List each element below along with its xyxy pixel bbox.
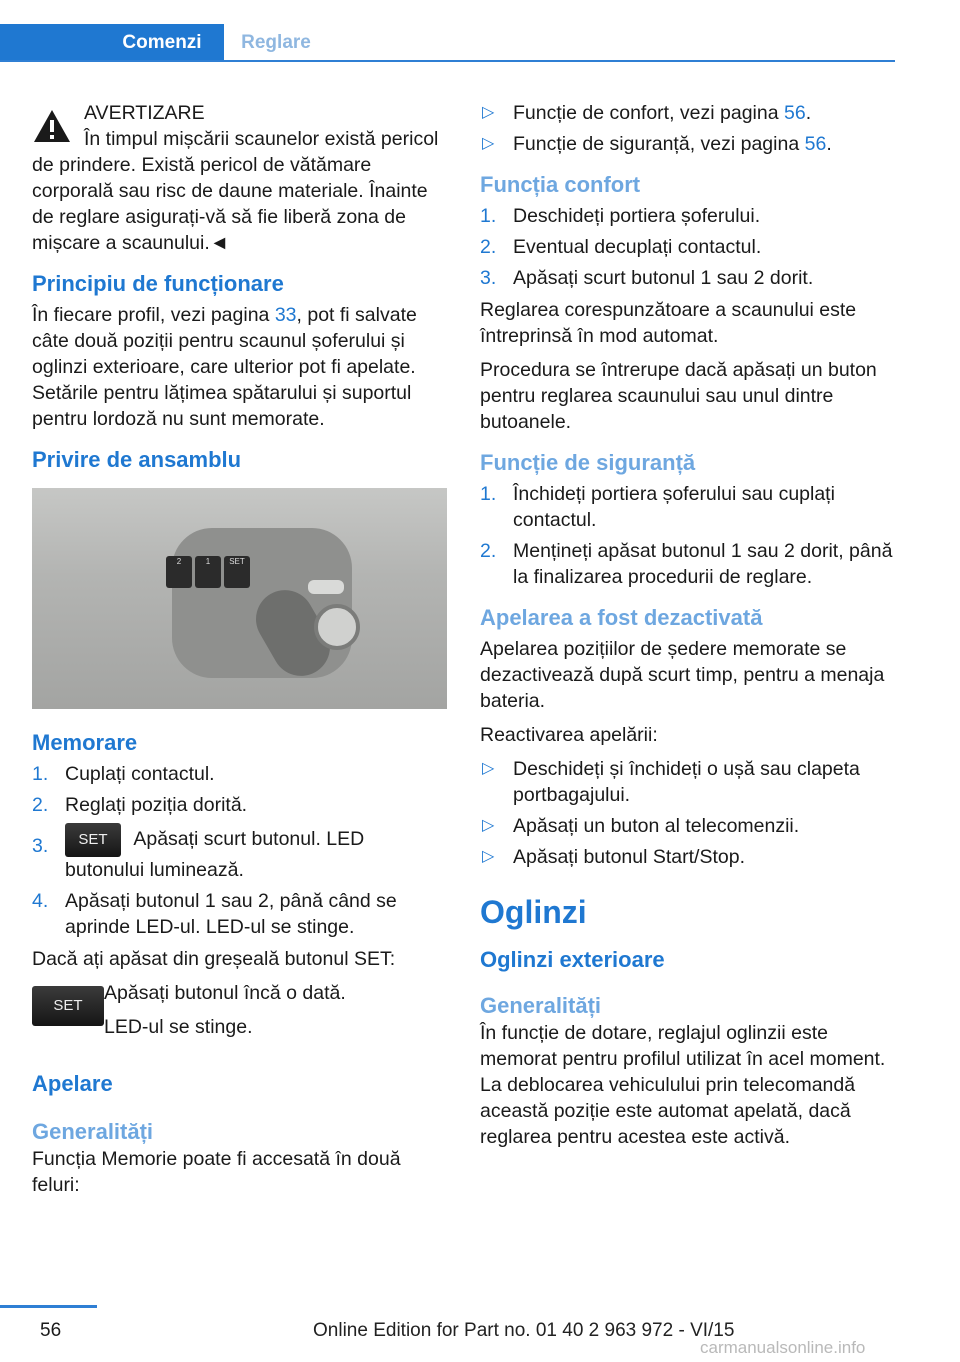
heading-generalitati: Generalități <box>32 1119 154 1144</box>
list-text: Eventual decuplați contactul. <box>513 236 762 258</box>
list-number: 1. <box>480 205 497 227</box>
memorare-list <box>32 761 448 940</box>
list-item <box>480 131 896 157</box>
tab-comenzi[interactable]: Comenzi <box>0 24 224 60</box>
heading-confort: Funcția confort <box>480 172 641 197</box>
apasati-iar-text: Apăsați butonul încă o dată. <box>104 982 346 1004</box>
left-column <box>32 100 448 1206</box>
seat-knob-icon <box>314 604 360 650</box>
set-key-icon: SET <box>65 823 121 857</box>
list-item <box>32 823 448 883</box>
principiu-post: , pot fi salvate câte două poziții pentru scaunul șoferului și oglinzi exterioare, care ulterior pot fi apelate. Setările pentru lățimea spătarului și suportul pentru lordoză nu sunt memorate. <box>32 304 417 430</box>
bullet-triangle-icon: ▷ <box>482 817 495 834</box>
siguranta-list <box>480 481 896 590</box>
warning-icon <box>32 108 72 144</box>
memory-button-set-icon: SET <box>224 556 250 588</box>
apelare-text: Funcția Memorie poate fi accesată în două feluri: <box>32 1148 401 1196</box>
list-text: Deschideți și închideți o ușă sau clapeta portbagajului. <box>513 758 860 806</box>
principiu-pre: În fiecare profil, vezi pagina <box>32 304 275 326</box>
list-number: 2. <box>32 794 49 816</box>
list-text: Deschideți portiera șoferului. <box>513 205 761 227</box>
seat-small-switch-icon <box>308 580 344 594</box>
list-item <box>480 481 896 533</box>
heading-principiu: Principiu de funcționare <box>32 271 284 296</box>
page-link-33[interactable]: 33 <box>274 304 297 326</box>
dezactivata-text: Apelarea pozițiilor de ședere memorate se dezactivează după scurt timp, pentru a menaja bateria. <box>480 638 885 712</box>
bullet-triangle-icon: ▷ <box>482 104 495 121</box>
header-tabs <box>0 24 895 62</box>
heading-memorare: Memorare <box>32 730 138 755</box>
confort-p2: Procedura se întrerupe dacă apăsați un buton pentru reglarea scaunului sau unul dintre butoanele. <box>480 359 877 433</box>
bullet-triangle-icon: ▷ <box>482 848 495 865</box>
confort-p1: Reglarea corespunzătoare a scaunului este întreprinsă în mod automat. <box>480 299 857 347</box>
warning-text: În timpul mișcării scaunelor există pericol de prindere. Există pericol de vătămare corporală sau risc de daune materiale. Înainte de reglare asigurați-vă să fie liberă zona de mișcare a scaunului.◄ <box>32 128 439 254</box>
reactivare-text: Reactivarea apelării: <box>480 724 658 746</box>
heading-generalitati-oglinzi: Generalități <box>480 993 602 1018</box>
list-text: Închideți portiera șoferului sau cuplați contactul. <box>513 483 835 531</box>
list-item <box>480 265 896 291</box>
list-text: Funcție de confort, vezi pagina <box>513 102 784 124</box>
list-text: Apăsați scurt butonul. LED butonului luminează. <box>65 828 365 881</box>
oglinzi-text: În funcție de dotare, reglajul oglinzii este memorat pentru profilul utilizat în acel moment. La deblocarea vehiculului prin telecomandă această poziție este automat apelată, dacă reglarea pentru acestea este activă. <box>480 1022 886 1148</box>
list-text: Cuplați contactul. <box>65 763 215 785</box>
list-text: Apăsați scurt butonul 1 sau 2 dorit. <box>513 267 814 289</box>
list-number: 4. <box>32 890 49 912</box>
list-item <box>32 761 448 787</box>
list-item <box>32 888 448 940</box>
heading-oglinzi-exterioare: Oglinzi exterioare <box>480 947 665 972</box>
list-item <box>32 792 448 818</box>
page-number: 56 <box>40 1320 62 1341</box>
footer-rule <box>0 1305 97 1308</box>
list-text: Mențineți apăsat butonul 1 sau 2 dorit, până la finalizarea procedurii de reglare. <box>513 540 893 588</box>
memory-button-2-icon: 2 <box>166 556 192 588</box>
principiu-text <box>32 302 448 432</box>
confort-list <box>480 203 896 291</box>
led-stinge-text: LED-ul se stinge. <box>104 1016 253 1038</box>
list-text: Apăsați un buton al telecomenzii. <box>513 815 800 837</box>
list-item <box>480 203 896 229</box>
page-link-56[interactable]: 56 <box>784 102 806 124</box>
right-column <box>480 100 896 1158</box>
list-item <box>480 844 896 870</box>
list-text: Reglați poziția dorită. <box>65 794 248 816</box>
list-item <box>480 538 896 590</box>
bullet-triangle-icon: ▷ <box>482 760 495 777</box>
set-again-block <box>32 980 448 1040</box>
functions-list <box>480 100 896 157</box>
list-number: 2. <box>480 540 497 562</box>
heading-dezactivata: Apelarea a fost dezactivată <box>480 605 763 630</box>
seat-controls-photo <box>32 488 447 709</box>
list-text: Apăsați butonul 1 sau 2, până când se aprinde LED-ul. LED-ul se stinge. <box>65 890 397 938</box>
list-number: 3. <box>480 267 497 289</box>
list-item <box>480 100 896 126</box>
list-item <box>480 813 896 839</box>
reactivare-list <box>480 756 896 870</box>
set-key-icon: SET <box>32 986 104 1026</box>
watermark: carmanualsonline.info <box>700 1338 866 1357</box>
heading-siguranta: Funcție de siguranță <box>480 450 696 475</box>
edition-line: Online Edition for Part no. 01 40 2 963 972 - VI/15 <box>313 1320 735 1341</box>
list-number: 2. <box>480 236 497 258</box>
list-item <box>480 234 896 260</box>
warning-box <box>32 100 448 256</box>
warning-title: AVERTIZARE <box>84 102 205 124</box>
heading-privire: Privire de ansamblu <box>32 447 242 472</box>
list-text: Funcție de siguranță, vezi pagina <box>513 133 805 155</box>
list-text: . <box>826 133 832 155</box>
page-link-56[interactable]: 56 <box>804 133 827 155</box>
memory-button-1-icon: 1 <box>195 556 221 588</box>
list-number: 3. <box>32 835 49 857</box>
list-number: 1. <box>480 483 497 505</box>
list-text: . <box>805 102 812 124</box>
list-text: Apăsați butonul Start/Stop. <box>513 846 745 868</box>
tab-reglare[interactable]: Reglare <box>224 24 328 60</box>
list-number: 1. <box>32 763 49 785</box>
gresit-text: Dacă ați apăsat din greșeală butonul SET: <box>32 948 396 970</box>
heading-apelare: Apelare <box>32 1071 113 1096</box>
list-item <box>480 756 896 808</box>
heading-oglinzi: Oglinzi <box>480 894 587 930</box>
bullet-triangle-icon: ▷ <box>482 135 495 152</box>
